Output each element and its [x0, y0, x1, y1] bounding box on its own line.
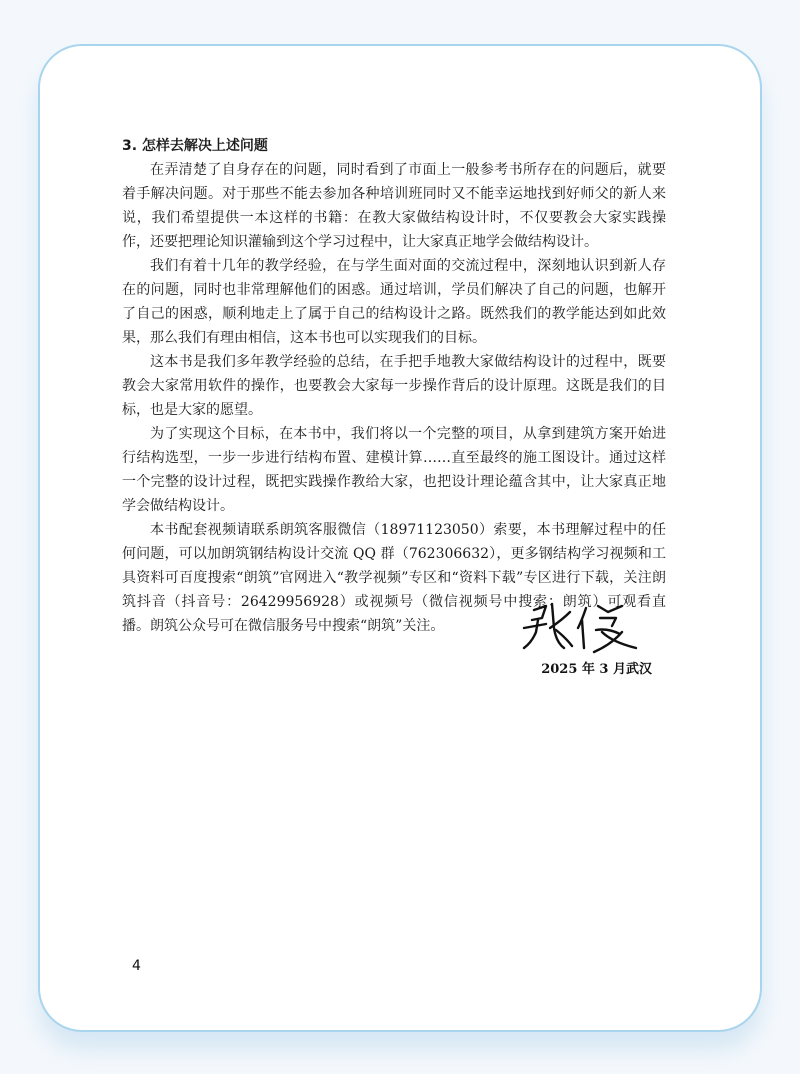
paragraph: 这本书是我们多年教学经验的总结，在手把手地教大家做结构设计的过程中，既要教会大家常用软件的操作，也要教会大家每一步操作背后的设计原理。这既是我们的目标，也是大家的愿望。: [122, 354, 666, 418]
document-body: [122, 134, 666, 638]
paragraph: 在弄清楚了自身存在的问题，同时看到了市面上一般参考书所存在的问题后，就要着手解决问题。对于那些不能去参加各种培训班同时又不能幸运地找到好师父的新人来说，我们希望提供一本这样的书籍：在教大家做结构设计时，不仅要教会大家实践操作，还要把理论知识灌输到这个学习过程中，让大家真正地学会做结构设计。: [122, 162, 666, 250]
signature-image: [512, 598, 652, 658]
signature-date: 2025 年 3 月武汉: [541, 662, 652, 677]
paragraph: 我们有着十几年的教学经验，在与学生面对面的交流过程中，深刻地认识到新人存在的问题，同时也非常理解他们的困惑。通过培训，学员们解决了自己的问题，也解开了自己的困惑，顺利地走上了属于自己的结构设计之路。既然我们的教学能达到如此效果，那么我们有理由相信，这本书也可以实现我们的目标。: [122, 258, 666, 346]
section-heading: 3. 怎样去解决上述问题: [122, 138, 268, 154]
page-number: 4: [132, 958, 141, 974]
paragraph: 本书配套视频请联系朗筑客服微信（18971123050）索要，本书理解过程中的任何问题，可以加朗筑钢结构设计交流 QQ 群（762306632），更多钢结构学习视频和工具资料可百度搜索“朗筑”官网进入“教学视频”专区和“资料下载”专区进行下载，关注朗筑抖音（抖音号：26429956928）或视频号（微信视频号中搜索：朗筑）可观看直播。朗筑公众号可在微信服务号中搜索“朗筑”关注。: [122, 522, 666, 634]
handwritten-signature: [512, 598, 652, 658]
paragraph: 为了实现这个目标，在本书中，我们将以一个完整的项目，从拿到建筑方案开始进行结构选型，一步一步进行结构布置、建模计算……直至最终的施工图设计。通过这样一个完整的设计过程，既把实践操作教给大家，也把设计理论蕴含其中，让大家真正地学会做结构设计。: [122, 426, 666, 514]
